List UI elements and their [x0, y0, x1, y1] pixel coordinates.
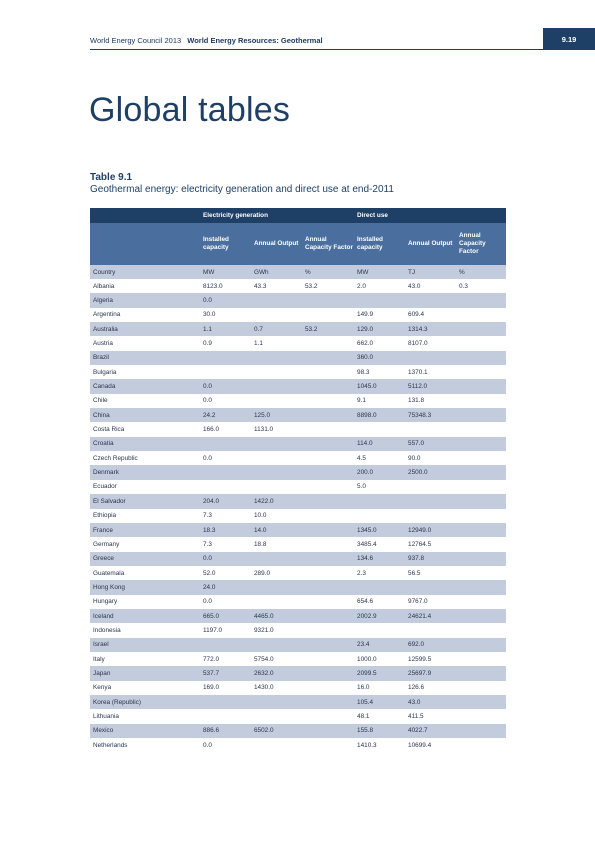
table-cell	[354, 494, 405, 508]
table-caption: Geothermal energy: electricity generation and direct use at end-2011	[90, 184, 394, 195]
table-cell	[405, 580, 456, 594]
table-cell	[302, 351, 354, 365]
table-row	[90, 365, 506, 379]
table-row	[90, 537, 506, 551]
table-cell: 1.1	[251, 336, 302, 350]
table-cell: 4022.7	[405, 724, 456, 738]
table-cell	[302, 465, 354, 479]
table-cell: 53.2	[302, 322, 354, 336]
table-cell	[456, 681, 506, 695]
table-cell	[302, 537, 354, 551]
table-cell: 125.0	[251, 408, 302, 422]
table-cell	[456, 293, 506, 307]
table-cell	[302, 695, 354, 709]
header-org: World Energy Council 2013	[90, 36, 182, 45]
table-cell: 1410.3	[354, 738, 405, 752]
table-cell: 0.0	[200, 552, 251, 566]
table-cell	[302, 408, 354, 422]
geothermal-table	[90, 208, 506, 752]
unit-cell: Country	[90, 265, 200, 279]
table-cell: 12599.5	[405, 652, 456, 666]
table-cell: 2099.5	[354, 666, 405, 680]
table-cell	[251, 437, 302, 451]
table-cell: 126.6	[405, 681, 456, 695]
table-row	[90, 379, 506, 393]
table-cell: 8898.0	[354, 408, 405, 422]
table-row	[90, 394, 506, 408]
table-cell	[456, 336, 506, 350]
country-cell: Germany	[90, 537, 200, 551]
table-cell	[456, 738, 506, 752]
table-cell	[302, 638, 354, 652]
group-header-electricity: Electricity generation	[200, 208, 354, 223]
header-divider	[90, 49, 543, 50]
table-cell	[200, 351, 251, 365]
table-cell	[456, 523, 506, 537]
country-cell: Kenya	[90, 681, 200, 695]
table-cell: 90.0	[405, 451, 456, 465]
country-cell: Chile	[90, 394, 200, 408]
table-cell: 16.0	[354, 681, 405, 695]
table-cell	[302, 609, 354, 623]
table-cell	[251, 738, 302, 752]
table-cell: 5754.0	[251, 652, 302, 666]
table-cell	[302, 552, 354, 566]
table-cell: 1345.0	[354, 523, 405, 537]
country-cell: Algeria	[90, 293, 200, 307]
table-row	[90, 279, 506, 293]
table-cell: 557.0	[405, 437, 456, 451]
table-cell	[456, 480, 506, 494]
table-row	[90, 322, 506, 336]
table-cell	[200, 638, 251, 652]
sub-header-blank	[90, 223, 200, 265]
table-cell: 772.0	[200, 652, 251, 666]
table-row	[90, 351, 506, 365]
table-row	[90, 681, 506, 695]
table-cell	[405, 494, 456, 508]
table-cell: 537.7	[200, 666, 251, 680]
table-cell: 0.0	[200, 394, 251, 408]
country-cell: France	[90, 523, 200, 537]
table-row	[90, 480, 506, 494]
table-cell: 114.0	[354, 437, 405, 451]
sub-header-direct-output: Annual Output	[405, 223, 456, 265]
group-header-direct: Direct use	[354, 208, 506, 223]
table-cell: 2.0	[354, 279, 405, 293]
table-cell	[251, 480, 302, 494]
country-cell: Indonesia	[90, 623, 200, 637]
table-cell	[302, 293, 354, 307]
table-cell: 9767.0	[405, 595, 456, 609]
table-cell	[200, 709, 251, 723]
country-cell: Costa Rica	[90, 422, 200, 436]
country-cell: Argentina	[90, 308, 200, 322]
table-cell: 360.0	[354, 351, 405, 365]
table-cell	[302, 681, 354, 695]
table-cell: 3485.4	[354, 537, 405, 551]
table-cell: 204.0	[200, 494, 251, 508]
table-row	[90, 738, 506, 752]
table-cell	[456, 451, 506, 465]
table-cell: 30.0	[200, 308, 251, 322]
table-cell: 18.3	[200, 523, 251, 537]
table-cell: 0.3	[456, 279, 506, 293]
table-cell	[302, 709, 354, 723]
table-row	[90, 695, 506, 709]
table-cell	[354, 580, 405, 594]
table-cell	[302, 509, 354, 523]
table-row	[90, 523, 506, 537]
table-cell	[251, 394, 302, 408]
table-cell	[302, 365, 354, 379]
table-row	[90, 451, 506, 465]
table-cell	[456, 437, 506, 451]
country-cell: Italy	[90, 652, 200, 666]
country-cell: Hungary	[90, 595, 200, 609]
country-cell: Israel	[90, 638, 200, 652]
table-cell	[456, 351, 506, 365]
sub-header-direct-factor: Annual Capacity Factor	[456, 223, 506, 265]
table-cell: 5.0	[354, 480, 405, 494]
table-cell	[456, 494, 506, 508]
table-cell	[302, 666, 354, 680]
table-row	[90, 638, 506, 652]
table-cell: 155.8	[354, 724, 405, 738]
table-cell: 9321.0	[251, 623, 302, 637]
table-group-header-row	[90, 208, 506, 223]
table-cell: 12949.0	[405, 523, 456, 537]
table-cell: 0.9	[200, 336, 251, 350]
table-cell	[200, 465, 251, 479]
country-cell: Korea (Republic)	[90, 695, 200, 709]
table-cell	[302, 336, 354, 350]
group-header-blank	[90, 208, 200, 223]
table-cell	[456, 422, 506, 436]
country-cell: Denmark	[90, 465, 200, 479]
country-cell: Guatemala	[90, 566, 200, 580]
table-cell	[251, 595, 302, 609]
sub-header-elec-output: Annual Output	[251, 223, 302, 265]
country-cell: Canada	[90, 379, 200, 393]
table-cell	[456, 652, 506, 666]
sub-header-direct-capacity: Installed capacity	[354, 223, 405, 265]
table-cell: 0.7	[251, 322, 302, 336]
table-cell	[456, 322, 506, 336]
table-cell: 2632.0	[251, 666, 302, 680]
table-cell: 2.3	[354, 566, 405, 580]
table-cell	[302, 724, 354, 738]
table-cell	[354, 422, 405, 436]
table-cell: 665.0	[200, 609, 251, 623]
table-cell	[354, 293, 405, 307]
table-cell: 692.0	[405, 638, 456, 652]
table-cell	[200, 437, 251, 451]
table-cell	[251, 365, 302, 379]
table-cell: 8107.0	[405, 336, 456, 350]
table-cell	[456, 394, 506, 408]
table-cell: 166.0	[200, 422, 251, 436]
table-row	[90, 408, 506, 422]
table-cell	[251, 580, 302, 594]
table-cell	[456, 537, 506, 551]
table-row	[90, 437, 506, 451]
table-cell: 1045.0	[354, 379, 405, 393]
country-cell: Netherlands	[90, 738, 200, 752]
table-row	[90, 652, 506, 666]
table-row	[90, 293, 506, 307]
unit-cell: TJ	[405, 265, 456, 279]
table-cell	[200, 480, 251, 494]
running-header	[90, 36, 323, 45]
unit-cell: MW	[354, 265, 405, 279]
table-cell: 2002.9	[354, 609, 405, 623]
table-cell: 1430.0	[251, 681, 302, 695]
table-cell	[200, 695, 251, 709]
country-cell: Hong Kong	[90, 580, 200, 594]
table-cell: 609.4	[405, 308, 456, 322]
table-row	[90, 422, 506, 436]
table-cell: 0.0	[200, 451, 251, 465]
table-cell: 98.3	[354, 365, 405, 379]
table-cell: 7.3	[200, 537, 251, 551]
unit-cell: GWh	[251, 265, 302, 279]
country-cell: Czech Republic	[90, 451, 200, 465]
table-cell	[302, 422, 354, 436]
country-cell: China	[90, 408, 200, 422]
table-cell	[302, 394, 354, 408]
table-cell: 43.3	[251, 279, 302, 293]
table-cell	[251, 465, 302, 479]
table-cell: 6502.0	[251, 724, 302, 738]
table-body	[90, 279, 506, 752]
table-cell: 5112.0	[405, 379, 456, 393]
sub-header-elec-factor: Annual Capacity Factor	[302, 223, 354, 265]
table-cell: 200.0	[354, 465, 405, 479]
table-row	[90, 709, 506, 723]
table-units-row	[90, 265, 506, 279]
table-cell: 56.5	[405, 566, 456, 580]
table-cell	[456, 566, 506, 580]
table-cell	[456, 638, 506, 652]
unit-cell: %	[302, 265, 354, 279]
table-sub-header-row	[90, 223, 506, 265]
table-cell: 23.4	[354, 638, 405, 652]
table-cell: 1.1	[200, 322, 251, 336]
table-cell: 134.6	[354, 552, 405, 566]
table-cell: 8123.0	[200, 279, 251, 293]
table-cell	[302, 480, 354, 494]
table-cell	[456, 709, 506, 723]
table-cell: 289.0	[251, 566, 302, 580]
table-cell: 14.0	[251, 523, 302, 537]
unit-cell: %	[456, 265, 506, 279]
table-cell: 105.4	[354, 695, 405, 709]
table-cell	[456, 408, 506, 422]
table-cell	[405, 293, 456, 307]
table-cell: 0.0	[200, 738, 251, 752]
country-cell: Lithuania	[90, 709, 200, 723]
table-row	[90, 336, 506, 350]
table-cell	[302, 595, 354, 609]
table-cell: 12764.5	[405, 537, 456, 551]
table-cell: 43.0	[405, 279, 456, 293]
table-cell: 0.0	[200, 595, 251, 609]
table-cell: 149.9	[354, 308, 405, 322]
table-cell	[354, 623, 405, 637]
table-cell: 654.6	[354, 595, 405, 609]
table-cell	[302, 580, 354, 594]
page-number: 9.19	[543, 28, 595, 50]
table-cell	[354, 509, 405, 523]
table-cell: 24.0	[200, 580, 251, 594]
table-cell	[302, 652, 354, 666]
table-cell	[456, 552, 506, 566]
table-cell	[251, 709, 302, 723]
country-cell: Bulgaria	[90, 365, 200, 379]
table-cell: 7.3	[200, 509, 251, 523]
table-cell	[456, 379, 506, 393]
table-cell	[405, 422, 456, 436]
table-cell: 10699.4	[405, 738, 456, 752]
table-cell	[251, 638, 302, 652]
table-cell: 10.0	[251, 509, 302, 523]
table-row	[90, 595, 506, 609]
table-cell: 1197.0	[200, 623, 251, 637]
table-cell	[251, 308, 302, 322]
table-cell: 4.5	[354, 451, 405, 465]
table-row	[90, 566, 506, 580]
table-cell: 131.8	[405, 394, 456, 408]
table-cell	[251, 351, 302, 365]
table-cell	[251, 552, 302, 566]
table-cell: 4465.0	[251, 609, 302, 623]
table-cell	[302, 379, 354, 393]
country-cell: Albania	[90, 279, 200, 293]
table-cell: 0.0	[200, 379, 251, 393]
table-number: Table 9.1	[90, 172, 133, 183]
table-cell	[302, 437, 354, 451]
table-cell	[456, 623, 506, 637]
country-cell: Greece	[90, 552, 200, 566]
table-cell: 75348.3	[405, 408, 456, 422]
table-cell	[251, 379, 302, 393]
table-row	[90, 666, 506, 680]
table-cell: 25697.9	[405, 666, 456, 680]
table-cell	[456, 595, 506, 609]
table-row	[90, 465, 506, 479]
table-cell: 1314.3	[405, 322, 456, 336]
table-cell: 1422.0	[251, 494, 302, 508]
table-cell	[456, 365, 506, 379]
table-cell	[251, 451, 302, 465]
table-cell	[200, 365, 251, 379]
table-cell: 411.5	[405, 709, 456, 723]
table-cell	[405, 351, 456, 365]
table-cell	[456, 465, 506, 479]
table-cell: 53.2	[302, 279, 354, 293]
table-cell	[456, 308, 506, 322]
table-cell: 24.2	[200, 408, 251, 422]
table-cell	[302, 623, 354, 637]
country-cell: Ethiopia	[90, 509, 200, 523]
table-cell: 1000.0	[354, 652, 405, 666]
table-cell	[405, 509, 456, 523]
table-cell: 9.1	[354, 394, 405, 408]
table-cell	[456, 580, 506, 594]
table-cell: 937.8	[405, 552, 456, 566]
table-cell: 2500.0	[405, 465, 456, 479]
table-cell: 52.0	[200, 566, 251, 580]
country-cell: El Salvador	[90, 494, 200, 508]
country-cell: Australia	[90, 322, 200, 336]
country-cell: Iceland	[90, 609, 200, 623]
country-cell: Mexico	[90, 724, 200, 738]
table-row	[90, 580, 506, 594]
table-row	[90, 494, 506, 508]
table-cell	[302, 523, 354, 537]
header-publication: World Energy Resources: Geothermal	[187, 36, 323, 45]
page-title: Global tables	[89, 90, 291, 129]
country-cell: Brazil	[90, 351, 200, 365]
table-cell	[405, 623, 456, 637]
table-cell	[302, 451, 354, 465]
table-cell	[251, 695, 302, 709]
table-cell	[456, 609, 506, 623]
table-cell: 169.0	[200, 681, 251, 695]
table-cell: 48.1	[354, 709, 405, 723]
table-cell: 1370.1	[405, 365, 456, 379]
table-cell	[456, 666, 506, 680]
table-row	[90, 509, 506, 523]
table-cell: 129.0	[354, 322, 405, 336]
table-cell	[456, 695, 506, 709]
country-cell: Ecuador	[90, 480, 200, 494]
table-cell	[405, 480, 456, 494]
table-cell: 18.8	[251, 537, 302, 551]
table-cell	[302, 308, 354, 322]
table-cell: 1131.0	[251, 422, 302, 436]
table-cell: 886.6	[200, 724, 251, 738]
country-cell: Croatia	[90, 437, 200, 451]
table-cell: 24621.4	[405, 609, 456, 623]
table-cell	[251, 293, 302, 307]
table-cell: 0.0	[200, 293, 251, 307]
table-cell: 43.0	[405, 695, 456, 709]
table-cell: 662.0	[354, 336, 405, 350]
country-cell: Austria	[90, 336, 200, 350]
table-cell	[302, 566, 354, 580]
table-cell	[302, 738, 354, 752]
table-row	[90, 623, 506, 637]
table-row	[90, 552, 506, 566]
table-cell	[302, 494, 354, 508]
country-cell: Japan	[90, 666, 200, 680]
table-row	[90, 308, 506, 322]
table-row	[90, 724, 506, 738]
unit-cell: MW	[200, 265, 251, 279]
sub-header-elec-capacity: Installed capacity	[200, 223, 251, 265]
table-cell	[456, 724, 506, 738]
table-cell	[456, 509, 506, 523]
table-row	[90, 609, 506, 623]
